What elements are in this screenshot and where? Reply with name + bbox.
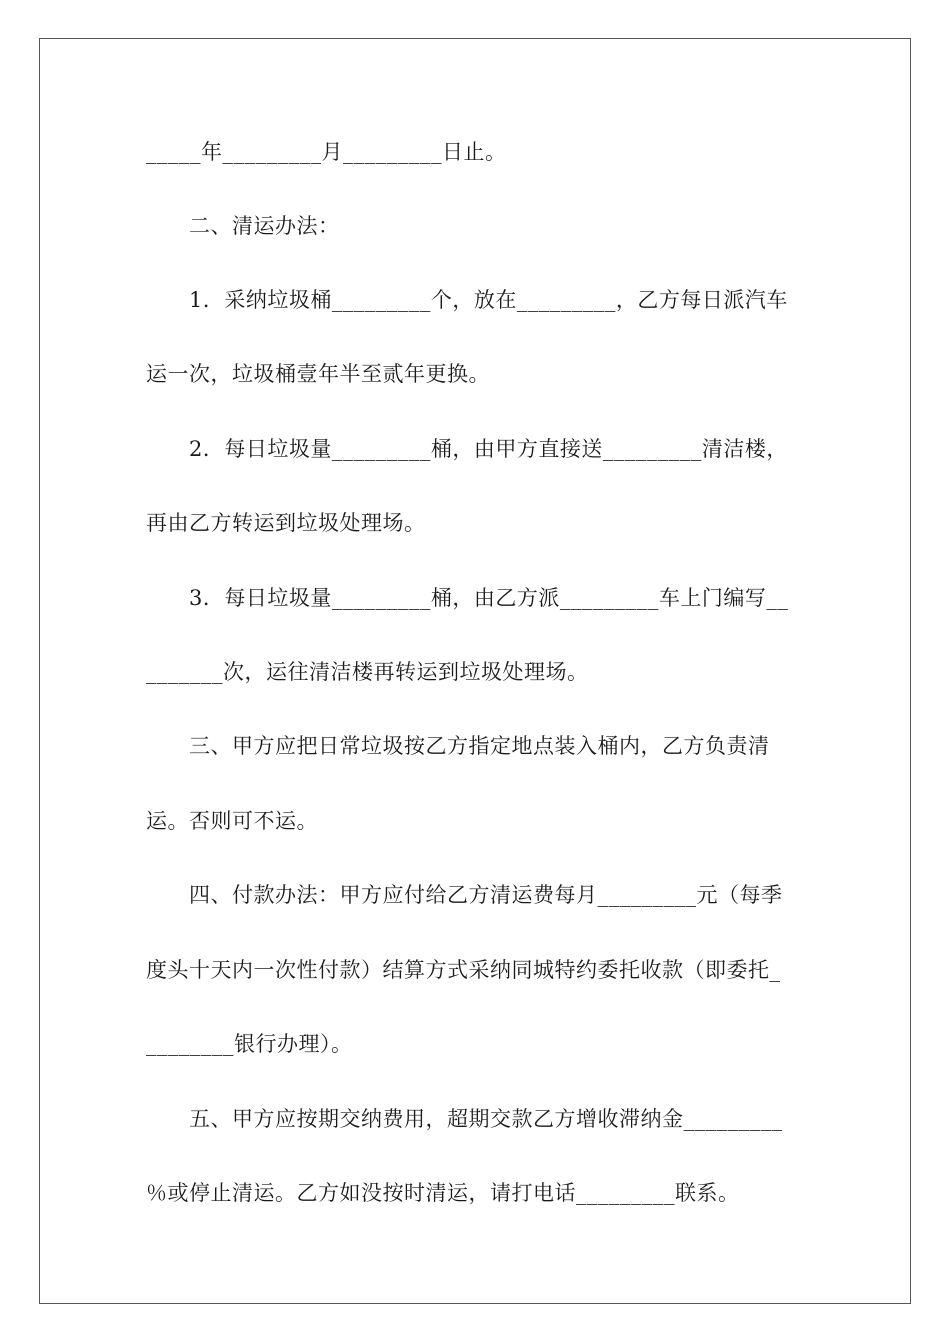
text-line-15: ％或停止清运。乙方如没按时清运，请打电话_________联系。 — [146, 1181, 740, 1205]
text-line-9: 三、甲方应把日常垃圾按乙方指定地点装入桶内，乙方负责清 — [146, 734, 770, 758]
text-line-13: ________银行办理）。 — [146, 1032, 353, 1056]
text-line-3: 1．采纳垃圾桶_________个，放在_________，乙方每日派汽车 — [146, 288, 788, 312]
text-line-7: 3．每日垃圾量_________桶，由乙方派_________车上门编写__ — [146, 586, 789, 610]
text-line-1: _____年_________月_________日止。 — [146, 140, 507, 164]
text-line-2: 二、清运办法： — [146, 214, 340, 238]
text-line-6: 再由乙方转运到垃圾处理场。 — [146, 511, 426, 535]
text-line-10: 运。否则可不运。 — [146, 809, 318, 833]
text-line-4: 运一次，垃圾桶壹年半至贰年更换。 — [146, 362, 490, 386]
text-line-11: 四、付款办法：甲方应付给乙方清运费每月_________元（每季 — [146, 883, 783, 907]
text-line-5: 2．每日垃圾量_________桶，由甲方直接送_________清洁楼， — [146, 437, 788, 461]
text-line-8: _______次，运往清洁楼再转运到垃圾处理场。 — [146, 660, 589, 684]
text-line-14: 五、甲方应按期交纳费用，超期交款乙方增收滞纳金_________ — [146, 1107, 783, 1131]
text-line-12: 度头十天内一次性付款）结算方式采纳同城特约委托收款（即委托_ — [146, 958, 781, 982]
